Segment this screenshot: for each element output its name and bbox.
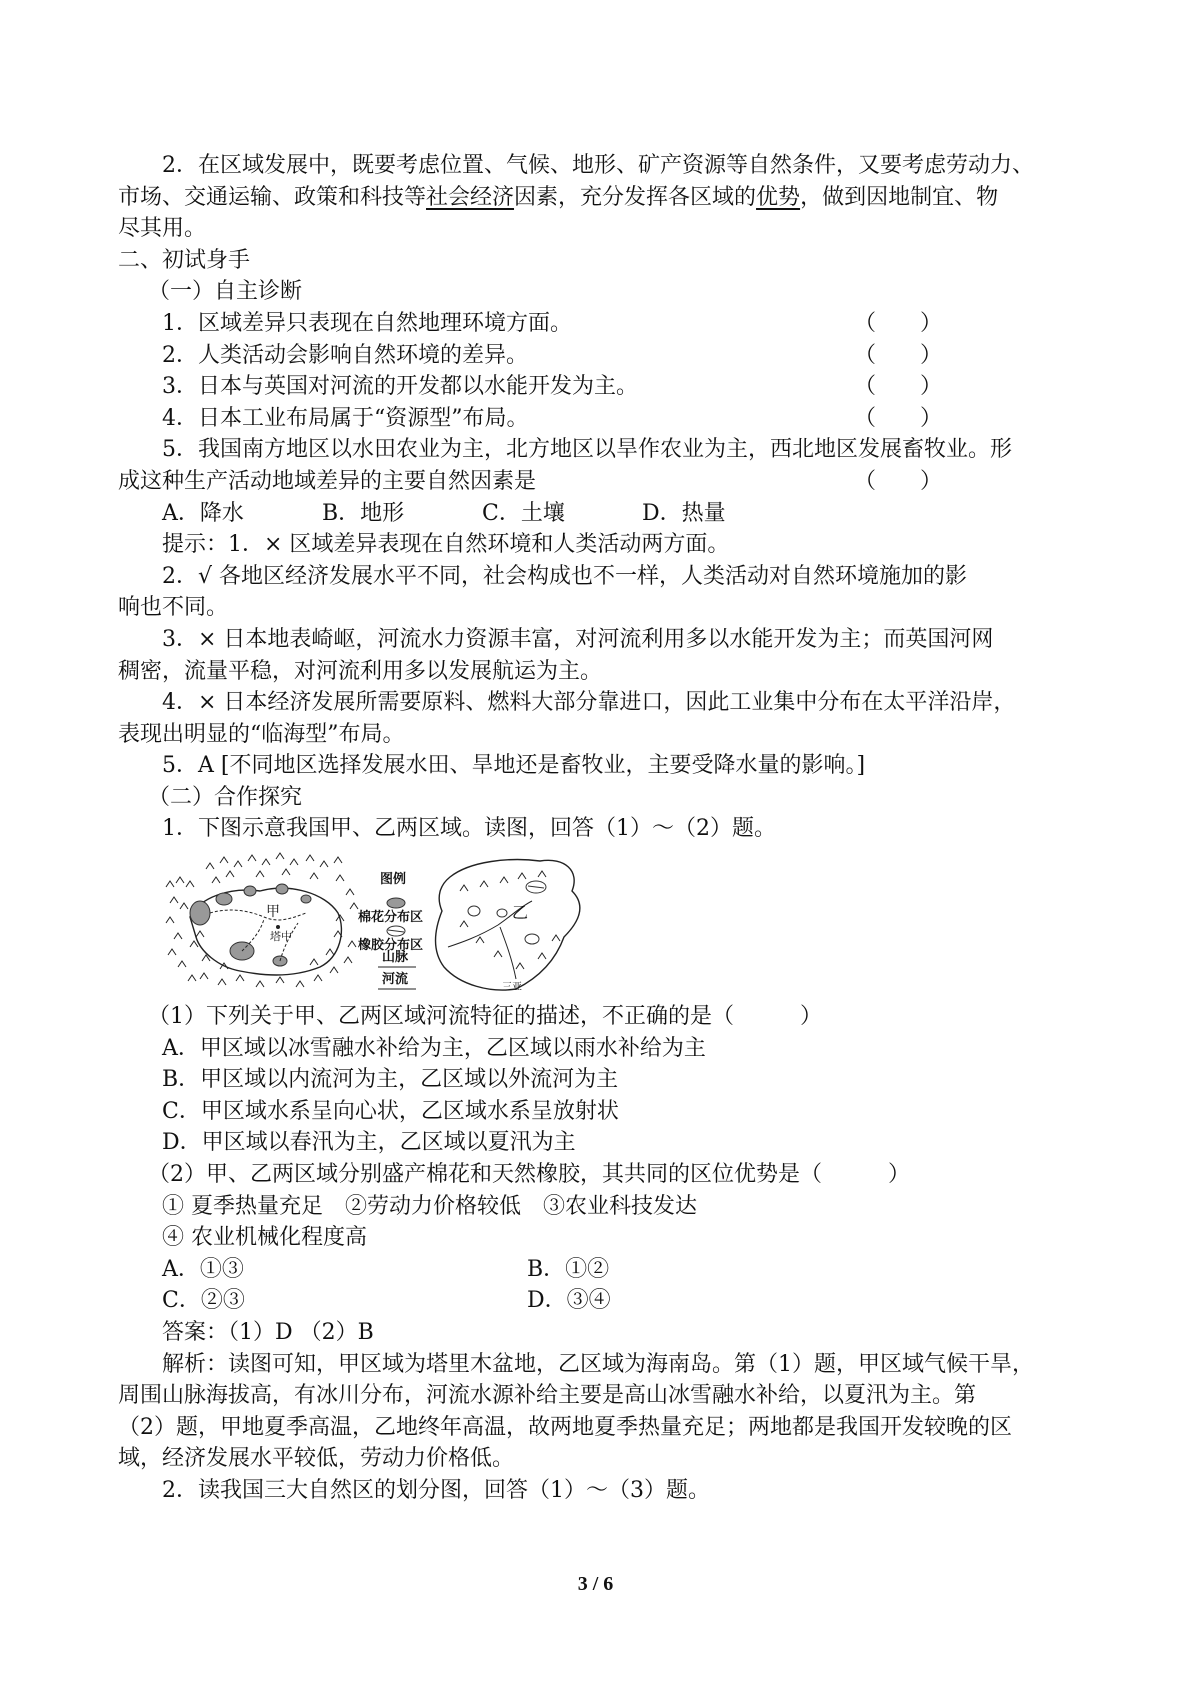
c1-q1-option-b: B．甲区域以内流河为主，乙区域以外流河为主 [162,1067,619,1093]
q5-line2 [118,466,1098,498]
text-span: 市场、交通运输、政策和科技等 [118,184,427,210]
map-label-tazhong: 塔中 [270,930,292,944]
underlined-term-social-economy: 社会经济 [426,184,515,210]
c1-q1-option-a: A．甲区域以冰雪融水补给为主，乙区域以雨水补给为主 [162,1035,706,1061]
hint-4-line2: 表现出明显的“临海型”布局。 [118,721,405,747]
hint-3-line1: 3．× 日本地表崎岖，河流水力资源丰富，对河流利用多以水能开发为主；而英国河网 [162,626,994,652]
answer-blank: （ ） [854,374,943,400]
map-label-jia: 甲 [266,904,280,921]
c1-answer: 答案：（1）D （2）B [162,1320,374,1345]
q5-text: 成这种生产活动地域差异的主要自然因素是 [118,468,537,494]
answer-blank: （ ） [854,342,943,368]
hint-2-line1: 2．√ 各地区经济发展水平不同，社会构成也不一样，人类活动对自然环境施加的影 [162,563,968,589]
c1-q1-option-d: D．甲区域以春汛为主，乙区域以夏汛为主 [162,1130,576,1156]
option-b: B．①② [527,1256,610,1282]
text-span: ，做到因地制宜、物 [800,184,999,210]
legend-river: 河流 [382,972,409,988]
hint-3-line2: 稠密，流量平稳，对河流利用多以发展航运为主。 [118,658,603,684]
tf-question: 3．日本与英国对河流的开发都以水能开发为主。 [162,374,638,400]
section-heading-2: 二、初试身手 [118,247,251,273]
tf-item-4 [118,403,1098,435]
tf-item-1 [118,308,1098,340]
document-body [118,150,1098,1507]
tf-question: 1．区域差异只表现在自然地理环境方面。 [162,310,572,336]
option-a: A．降水 [162,500,244,526]
tf-item-3 [118,371,1098,403]
c1-q1: （1）下列关于甲、乙两区域河流特征的描述，不正确的是（ ） [148,1004,822,1030]
c1-q2-items-line1: ① 夏季热量充足 ②劳动力价格较低 ③农业科技发达 [162,1193,697,1219]
legend-cotton: 棉花分布区 [358,910,424,926]
region-map-figure [160,847,620,997]
c1-q2-options-row2 [118,1285,1098,1317]
option-c: C．②③ [162,1288,245,1314]
cotton-areas [190,884,311,966]
answer-blank: （ ） [854,405,943,431]
para-s1-line1: 2．在区域发展中，既要考虑位置、气候、地形、矿产资源等自然条件，又要考虑劳动力、 [162,153,1035,178]
c1-q1-option-c: C．甲区域水系呈向心状，乙区域水系呈放射状 [162,1098,619,1124]
q5-options [118,498,1098,530]
c1-analysis-line1: 解析：读图可知，甲区域为塔里木盆地，乙区域为海南岛。第（1）题，甲区域气候干旱， [162,1351,1035,1377]
hainan-island [436,860,580,990]
subsection-heading-1: （一）自主诊断 [148,279,303,305]
option-d: D．③④ [527,1288,611,1314]
option-c: C．土壤 [482,500,565,526]
answer-blank: （ ） [854,468,943,494]
c1-analysis-line3: （2）题，甲地夏季高温，乙地终年高温，故两地夏季热量充足；两地都是我国开发较晚的区 [118,1414,1013,1440]
c1-analysis-line2: 周围山脉海拔高，有冰川分布，河流水源补给主要是高山冰雪融水补给，以夏汛为主。第 [118,1383,977,1409]
map-label-yi: 乙 [512,903,529,923]
legend-title: 图例 [380,872,407,888]
c1-q2: （2）甲、乙两区域分别盛产棉花和天然橡胶，其共同的区位优势是（ ） [148,1162,910,1188]
c1-q2-options-row1 [118,1254,1098,1286]
option-d: D．热量 [642,500,726,526]
para-s1-line3: 尽其用。 [118,216,207,242]
legend-rubber: 橡胶分布区 [358,938,424,954]
c1-q2-items-line2: ④ 农业机械化程度高 [162,1225,367,1251]
tf-question: 2．人类活动会影响自然环境的差异。 [162,342,528,368]
hint-1: 提示：1．× 区域差异表现在自然环境和人类活动两方面。 [162,532,730,558]
hint-2-line2: 响也不同。 [118,595,229,621]
tf-item-2 [118,340,1098,372]
c1-intro: 1．下图示意我国甲、乙两区域。读图，回答（1）～（2）题。 [162,816,776,842]
option-a: A．①③ [162,1256,244,1282]
text-span: 因素，充分发挥各区域的 [514,184,757,210]
c1-analysis-line4: 域，经济发展水平较低，劳动力价格低。 [118,1446,515,1472]
underlined-term-advantage: 优势 [756,184,801,210]
hint-4-line1: 4．× 日本经济发展所需要原料、燃料大部分靠进口，因此工业集中分布在太平洋沿岸， [162,690,1016,716]
tazhong-dot [276,925,280,929]
hint-5: 5．A [不同地区选择发展水田、旱地还是畜牧业，主要受降水量的影响。] [162,753,866,779]
q5-line1: 5．我国南方地区以水田农业为主，北方地区以旱作农业为主，西北地区发展畜牧业。形 [162,437,1012,463]
map-label-sanya: 三亚 [502,982,522,994]
tf-question: 4．日本工业布局属于“资源型”布局。 [162,405,529,431]
para-s1-line2 [118,182,1098,214]
option-b: B．地形 [322,500,405,526]
c2-intro: 2．读我国三大自然区的划分图，回答（1）～（3）题。 [162,1477,710,1503]
legend-mountain: 山脉 [382,950,409,966]
subsection-heading-2: （二）合作探究 [148,784,303,810]
basin-boundary [190,888,341,975]
answer-blank: （ ） [854,310,943,336]
page-number: 3 / 6 [577,1573,614,1595]
